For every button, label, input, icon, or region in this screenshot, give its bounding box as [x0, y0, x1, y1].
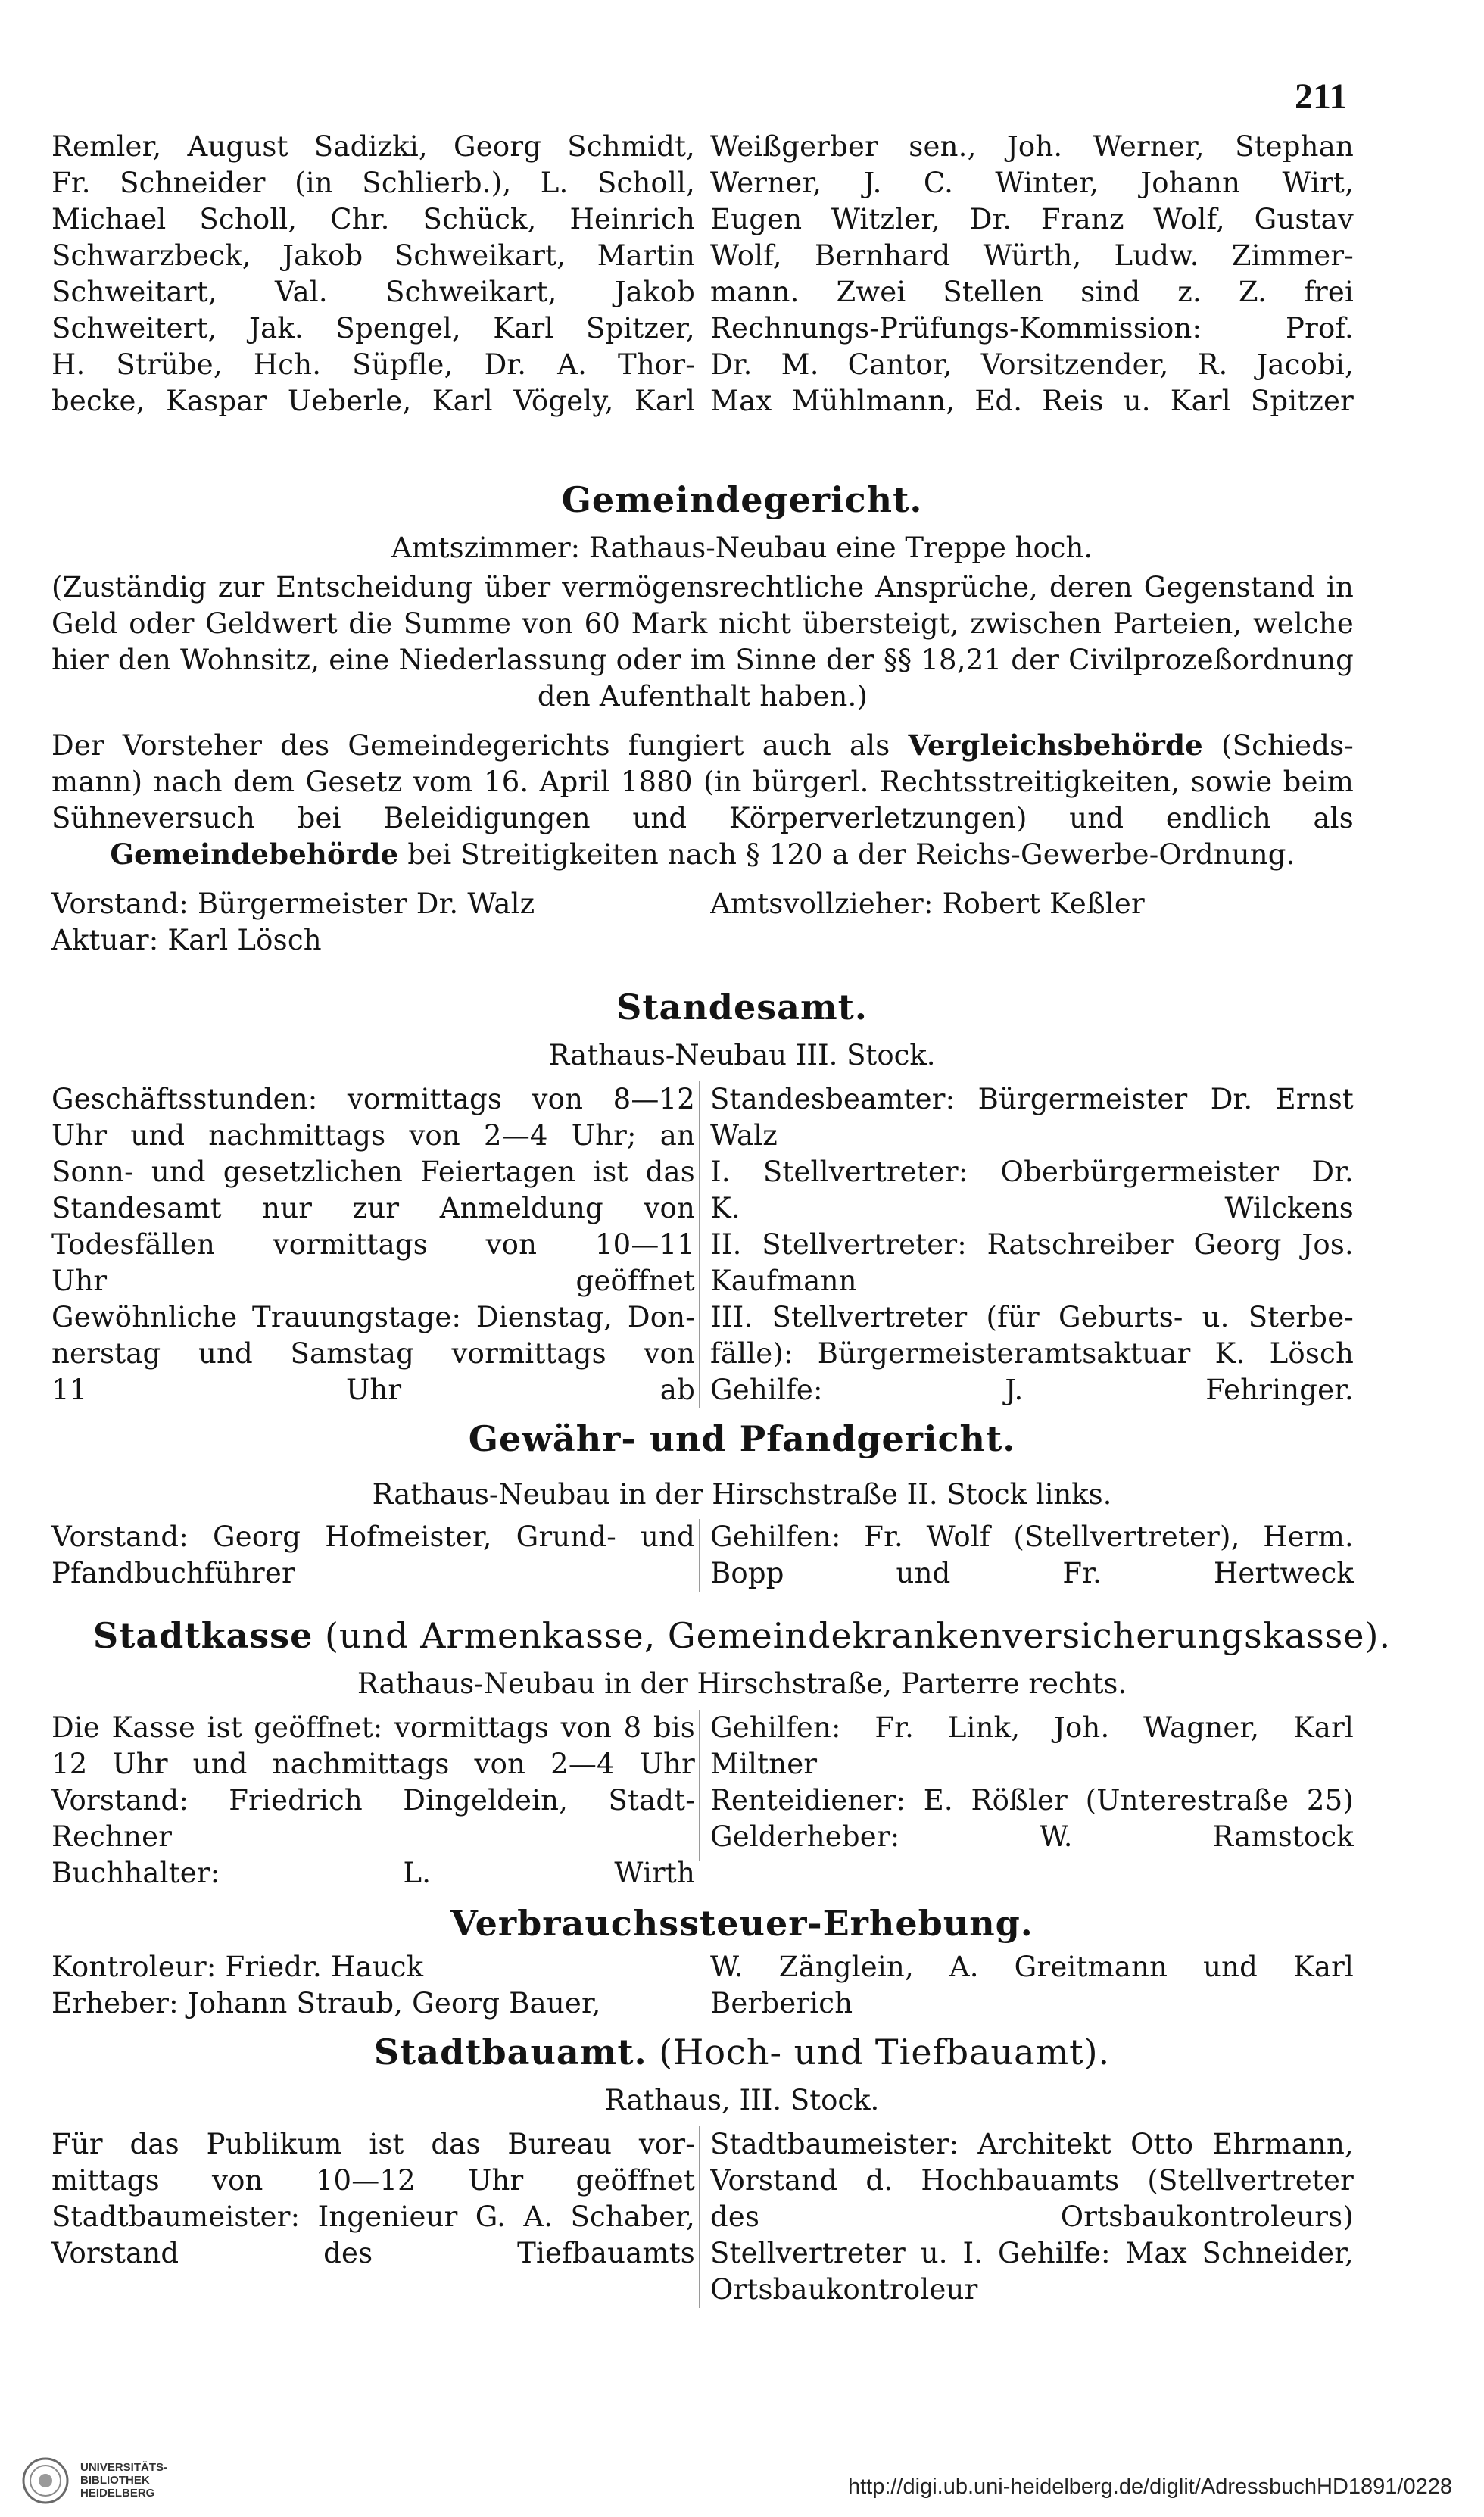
text-line: Walz — [710, 1119, 778, 1152]
text-run: Sühneversuch bei Beleidigungen und Körperverletzungen) und endlich als — [51, 802, 1354, 834]
gemeindegericht-left — [51, 886, 695, 959]
stadtbauamt-title: Stadtbauamt. — [373, 2032, 647, 2073]
text-run: (Schieds- — [1202, 729, 1354, 762]
gemeindegericht-text — [51, 727, 1354, 872]
text-line: Michael Scholl, Chr. Schück, Heinrich — [51, 203, 695, 235]
text-line: Vorstand: Bürgermeister Dr. Walz — [51, 887, 535, 920]
standesamt-left — [51, 1081, 695, 1408]
pfandgericht-left — [51, 1519, 695, 1592]
text-line: Miltner — [710, 1748, 818, 1780]
standesamt-right — [710, 1081, 1354, 1408]
verbrauchssteuer-columns — [51, 1949, 1354, 2025]
standesamt-subtitle: Rathaus-Neubau III. Stock. — [548, 1039, 936, 1071]
text-line: Remler, August Sadizki, Georg Schmidt, — [51, 130, 695, 163]
section-title-verbrauchssteuer: Verbrauchssteuer-Erhebung. — [450, 1903, 1034, 1944]
text-line: Todesfällen vormittags von 10—11 — [51, 1228, 695, 1261]
text-line: Geschäftsstunden: vormittags von 8—12 — [51, 1083, 695, 1115]
standesamt-columns — [51, 1081, 1354, 1414]
text-line: Berberich — [710, 1987, 853, 2020]
bold-term: Gemeindebehörde — [110, 837, 399, 871]
text-line: Eugen Witzler, Dr. Franz Wolf, Gustav — [710, 203, 1354, 235]
section-title-stadtkasse — [0, 1613, 1484, 1658]
text-line: Vorstand d. Hochbauamts (Stellvertreter — [710, 2164, 1354, 2197]
text-line: Amtsvollzieher: Robert Keßler — [710, 887, 1145, 920]
text-line: Uhr geöffnet — [51, 1265, 695, 1297]
text-line: mittags von 10—12 Uhr geöffnet — [51, 2164, 695, 2197]
text-line: Vorstand des Tiefbauamts — [51, 2237, 695, 2269]
text-line: Aktuar: Karl Lösch — [51, 924, 322, 956]
text-run: mann) nach dem Gesetz vom 16. April 1880 (in bürgerl. Rechtsstreitigkeiten, sowie beim — [51, 766, 1354, 798]
stadtbauamt-title-suffix: (Hoch- und Tiefbauamt). — [647, 2032, 1111, 2073]
text-line: Erheber: Johann Straub, Georg Bauer, — [51, 1987, 601, 2020]
stadtkasse-title: Stadtkasse — [92, 1615, 313, 1656]
stadtbauamt-right — [710, 2126, 1354, 2308]
text-line: des Ortsbaukontroleurs) — [710, 2200, 1354, 2233]
text-line: Weißgerber sen., Joh. Werner, Stephan — [710, 130, 1354, 163]
text-line: Kaufmann — [710, 1265, 857, 1297]
source-url[interactable]: http://digi.ub.uni-heidelberg.de/diglit/AdressbuchHD1891/0228 — [847, 2475, 1452, 2499]
text-line: Uhr und nachmittags von 2—4 Uhr; an — [51, 1119, 695, 1152]
top-right-column — [710, 129, 1354, 420]
gemeindegericht-paren — [51, 569, 1354, 715]
text-line: Rechnungs-Prüfungs-Kommission: Prof. — [710, 312, 1354, 345]
text-line: hier den Wohnsitz, eine Niederlassung oder im Sinne der §§ 18,21 der Civilprozeßordnung — [51, 644, 1354, 676]
library-logo — [21, 2459, 324, 2505]
text-line: Ortsbaukontroleur — [710, 2273, 978, 2306]
text-line: becke, Kaspar Ueberle, Karl Vögely, Karl — [51, 385, 695, 417]
stadtkasse-left — [51, 1710, 695, 1892]
column-divider — [699, 1519, 700, 1592]
text-line: Gewöhnliche Trauungstage: Dienstag, Don- — [51, 1301, 695, 1333]
gemeindegericht-subtitle: Amtszimmer: Rathaus-Neubau eine Treppe hoch. — [391, 532, 1093, 564]
text-line: Pfandbuchführer — [51, 1557, 295, 1589]
stadtkasse-columns — [51, 1710, 1354, 1899]
text-line: Kontroleur: Friedr. Hauck — [51, 1951, 424, 1983]
text-run: bei Streitigkeiten nach § 120 a der Reichs-Gewerbe-Ordnung. — [398, 838, 1295, 871]
text-line: Gehilfe: J. Fehringer. — [710, 1374, 1354, 1406]
text-line: Gehilfen: Fr. Link, Joh. Wagner, Karl — [710, 1711, 1354, 1744]
column-divider — [699, 2126, 700, 2308]
text-line: Schweitert, Jak. Spengel, Karl Spitzer, — [51, 312, 695, 345]
text-line: 11 Uhr ab — [51, 1374, 695, 1406]
text-line: Renteidiener: E. Rößler (Unterestraße 25) — [710, 1784, 1354, 1817]
text-line: fälle): Bürgermeisteramtsaktuar K. Lösch — [710, 1337, 1354, 1370]
stadtbauamt-columns — [51, 2126, 1354, 2323]
bold-term: Vergleichsbehörde — [908, 728, 1203, 762]
verbrauchssteuer-right — [710, 1949, 1354, 2022]
text-line: K. Wilckens — [710, 1192, 1354, 1224]
text-run: Der Vorsteher des Gemeindegerichts fungiert auch als — [51, 729, 909, 762]
stadtkasse-right — [710, 1710, 1354, 1855]
text-line: Stellvertreter u. I. Gehilfe: Max Schneider, — [710, 2237, 1354, 2269]
verbrauchssteuer-left — [51, 1949, 695, 2022]
text-line: nerstag und Samstag vormittags von — [51, 1337, 695, 1370]
text-line: Bopp und Fr. Hertweck — [710, 1557, 1354, 1589]
text-line: Gehilfen: Fr. Wolf (Stellvertreter), Herm. — [710, 1520, 1354, 1553]
pfandgericht-columns — [51, 1519, 1354, 1595]
section-title-stadtbauamt — [0, 2029, 1484, 2075]
text-line: Stadtbaumeister: Architekt Otto Ehrmann, — [710, 2128, 1354, 2160]
logo-line: UNIVERSITÄTS- — [80, 2461, 168, 2474]
gemeindegericht-staff — [51, 886, 1354, 962]
text-line: mann. Zwei Stellen sind z. Z. frei — [710, 276, 1354, 308]
top-section — [51, 129, 1354, 432]
text-line: Rechner — [51, 1820, 173, 1853]
stadtbauamt-subtitle: Rathaus, III. Stock. — [604, 2084, 880, 2116]
column-divider — [699, 1081, 700, 1408]
text-line: Vorstand: Georg Hofmeister, Grund- und — [51, 1520, 695, 1553]
pfandgericht-subtitle: Rathaus-Neubau in der Hirschstraße II. Stock links. — [372, 1478, 1112, 1511]
text-line: den Aufenthalt haben.) — [537, 680, 868, 713]
pfandgericht-right — [710, 1519, 1354, 1592]
section-title-standesamt: Standesamt. — [616, 987, 868, 1028]
text-line: W. Zänglein, A. Greitmann und Karl — [710, 1951, 1354, 1983]
text-line: Werner, J. C. Winter, Johann Wirt, — [710, 167, 1354, 199]
text-line: Buchhalter: L. Wirth — [51, 1857, 695, 1889]
stadtkasse-title-suffix: (und Armenkasse, Gemeindekrankenversicherungskasse). — [313, 1615, 1392, 1656]
text-line: III. Stellvertreter (für Geburts- u. Sterbe- — [710, 1301, 1354, 1333]
section-title-pfandgericht: Gewähr- und Pfandgericht. — [468, 1418, 1016, 1459]
page-number: 211 — [1295, 76, 1348, 117]
text-line: Fr. Schneider (in Schlierb.), L. Scholl, — [51, 167, 695, 199]
text-line: Max Mühlmann, Ed. Reis u. Karl Spitzer — [710, 385, 1354, 417]
text-line: (Zuständig zur Entscheidung über vermögensrechtliche Ansprüche, deren Gegenstand in — [51, 571, 1354, 604]
column-divider — [699, 1710, 700, 1861]
stadtkasse-subtitle: Rathaus-Neubau in der Hirschstraße, Parterre rechts. — [357, 1667, 1127, 1700]
stadtbauamt-left — [51, 2126, 695, 2272]
text-line: Stadtbaumeister: Ingenieur G. A. Schaber, — [51, 2200, 695, 2233]
text-line: I. Stellvertreter: Oberbürgermeister Dr. — [710, 1156, 1354, 1188]
text-line: Standesamt nur zur Anmeldung von — [51, 1192, 695, 1224]
text-line: Schwarzbeck, Jakob Schweikart, Martin — [51, 239, 695, 272]
text-line — [51, 800, 1354, 836]
logo-line: BIBLIOTHEK — [80, 2474, 150, 2487]
text-line: Schweitart, Val. Schweikart, Jakob — [51, 276, 695, 308]
text-line: H. Strübe, Hch. Süpfle, Dr. A. Thor- — [51, 348, 695, 381]
text-line: Sonn- und gesetzlichen Feiertagen ist das — [51, 1156, 695, 1188]
text-line: Gelderheber: W. Ramstock — [710, 1820, 1354, 1853]
gemeindegericht-right — [710, 886, 1354, 922]
text-line — [51, 727, 1354, 763]
text-line: Wolf, Bernhard Würth, Ludw. Zimmer- — [710, 239, 1354, 272]
text-line: Dr. M. Cantor, Vorsitzender, R. Jacobi, — [710, 348, 1354, 381]
text-line — [51, 763, 1354, 800]
text-line — [51, 836, 1354, 872]
section-title-gemeindegericht: Gemeindegericht. — [561, 479, 923, 520]
text-line: Die Kasse ist geöffnet: vormittags von 8 bis — [51, 1711, 695, 1744]
top-left-column — [51, 129, 695, 420]
text-line: Vorstand: Friedrich Dingeldein, Stadt- — [51, 1784, 695, 1817]
library-seal-icon — [21, 2456, 70, 2505]
text-line: 12 Uhr und nachmittags von 2—4 Uhr — [51, 1748, 695, 1780]
text-line: Geld oder Geldwert die Summe von 60 Mark nicht übersteigt, zwischen Parteien, welche — [51, 607, 1354, 640]
logo-line: HEIDELBERG — [80, 2487, 155, 2500]
text-line: Für das Publikum ist das Bureau vor- — [51, 2128, 695, 2160]
text-line: Standesbeamter: Bürgermeister Dr. Ernst — [710, 1083, 1354, 1115]
text-line: II. Stellvertreter: Ratschreiber Georg Jos. — [710, 1228, 1354, 1261]
